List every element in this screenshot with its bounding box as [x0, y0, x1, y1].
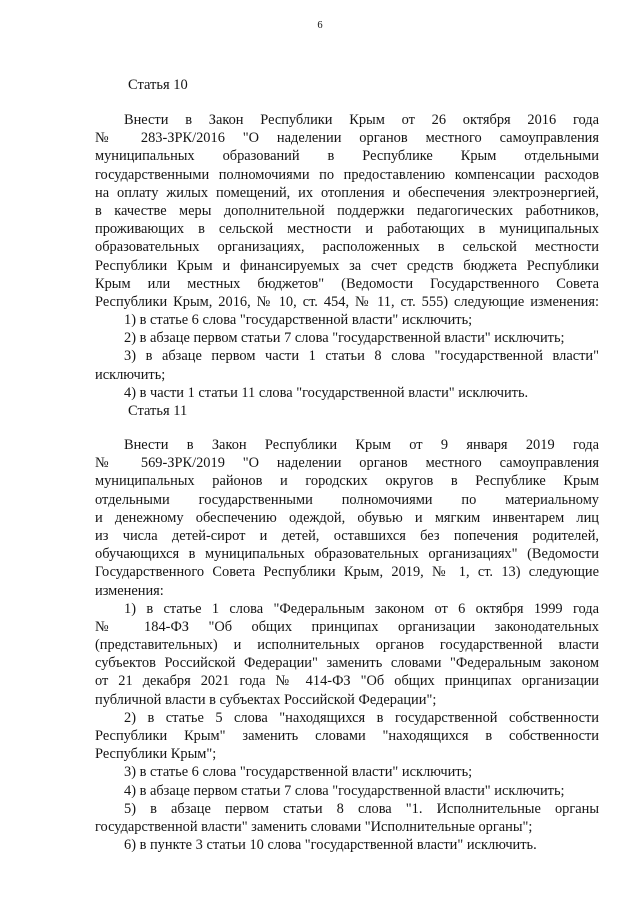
text-line: № 569-ЗРК/2019 "О наделении органов местного самоуправления	[95, 455, 599, 472]
list-item: 4) в абзаце первом статьи 7 слова "государственной власти" исключить;	[124, 782, 565, 799]
list-item: 2) в абзаце первом статьи 7 слова "государственной власти" исключить;	[124, 330, 565, 347]
page-number: 6	[317, 20, 323, 31]
text-line: проживающих в сельской местности и работающих в муниципальных	[95, 221, 599, 238]
article-10-body	[95, 111, 599, 402]
text-line: Республики Крым, 2016, № 10, ст. 454, № 11, ст. 555) следующие изменения:	[95, 293, 599, 310]
text-line: в качестве меры дополнительной поддержки педагогических работников,	[95, 202, 599, 219]
text-line: Внести в Закон Республики Крым от 26 октября 2016 года	[124, 112, 599, 128]
list-item: 2) в статье 5 слова "находящихся в государственной собственности	[124, 709, 599, 726]
text-line: из числа детей-сирот и детей, оставшихся без попечения родителей,	[95, 527, 599, 544]
list-item: 1) в статье 1 слова "Федеральным законом от 6 октября 1999 года	[124, 600, 599, 617]
list-item: 1) в статье 6 слова "государственной власти" исключить;	[124, 312, 473, 329]
article-11-body	[95, 436, 599, 854]
list-item: 6) в пункте 3 статьи 10 слова "государственной власти" исключить.	[124, 837, 537, 854]
text-line: на оплату жилых помещений, их отопления и обеспечения электроэнергией,	[95, 184, 599, 201]
list-item-continuation: от 21 декабря 2021 года № 414-ФЗ "Об общих принципах организации	[95, 673, 599, 690]
list-item: 4) в части 1 статьи 11 слова "государственной власти" исключить.	[124, 384, 529, 401]
list-item-continuation: исключить;	[95, 366, 166, 383]
list-item: 5) в абзаце первом статьи 8 слова "1. Исполнительные органы	[124, 800, 599, 817]
text-line: Республики Крым и финансируемых за счет средств бюджета Республики	[95, 257, 599, 274]
text-line: государственными полномочиями по предоставлению компенсации расходов	[95, 166, 599, 183]
text-line: Внести в Закон Республики Крым от 9 января 2019 года	[124, 437, 599, 453]
list-item: 3) в абзаце первом части 1 статьи 8 слова "государственной власти"	[124, 348, 599, 365]
text-line: Крым или местных бюджетов" (Ведомости Государственного Совета	[95, 275, 599, 292]
text-line: образовательных организациях, расположенных в сельской местности	[95, 239, 599, 256]
text-line: муниципальных образований в Республике Крым отдельными	[95, 148, 599, 165]
text-line: изменения:	[95, 582, 164, 599]
list-item-continuation: Республики Крым";	[95, 746, 217, 763]
text-line: № 283-ЗРК/2016 "О наделении органов местного самоуправления	[95, 130, 599, 147]
text-line: и денежному обеспечению одеждой, обувью и мягким инвентарем лиц	[95, 509, 599, 526]
text-line: муниципальных районов и городских округов в Республике Крым	[95, 473, 599, 490]
article-10-heading: Статья 10	[128, 77, 188, 93]
list-item-continuation: № 184-ФЗ "Об общих принципах организации законодательных	[95, 618, 599, 635]
article-11-heading: Статья 11	[128, 403, 188, 419]
list-item-continuation: субъектов Российской Федерации" заменить словами "Федеральным законом	[95, 655, 599, 672]
list-item-continuation: публичной власти в субъектах Российской Федерации";	[95, 691, 437, 708]
list-item-continuation: Республики Крым" заменить словами "находящихся в собственности	[95, 728, 599, 744]
list-item-continuation: (представительных) и исполнительных органов государственной власти	[95, 637, 599, 654]
text-line: отдельными государственными полномочиями по материальному	[95, 491, 599, 508]
list-item-continuation: государственной власти" заменить словами "Исполнительные органы";	[95, 818, 533, 835]
text-line: Государственного Совета Республики Крым, 2019, № 1, ст. 13) следующие	[95, 564, 599, 581]
list-item: 3) в статье 6 слова "государственной власти" исключить;	[124, 764, 473, 781]
text-line: обучающихся в муниципальных образовательных организациях" (Ведомости	[95, 546, 599, 563]
